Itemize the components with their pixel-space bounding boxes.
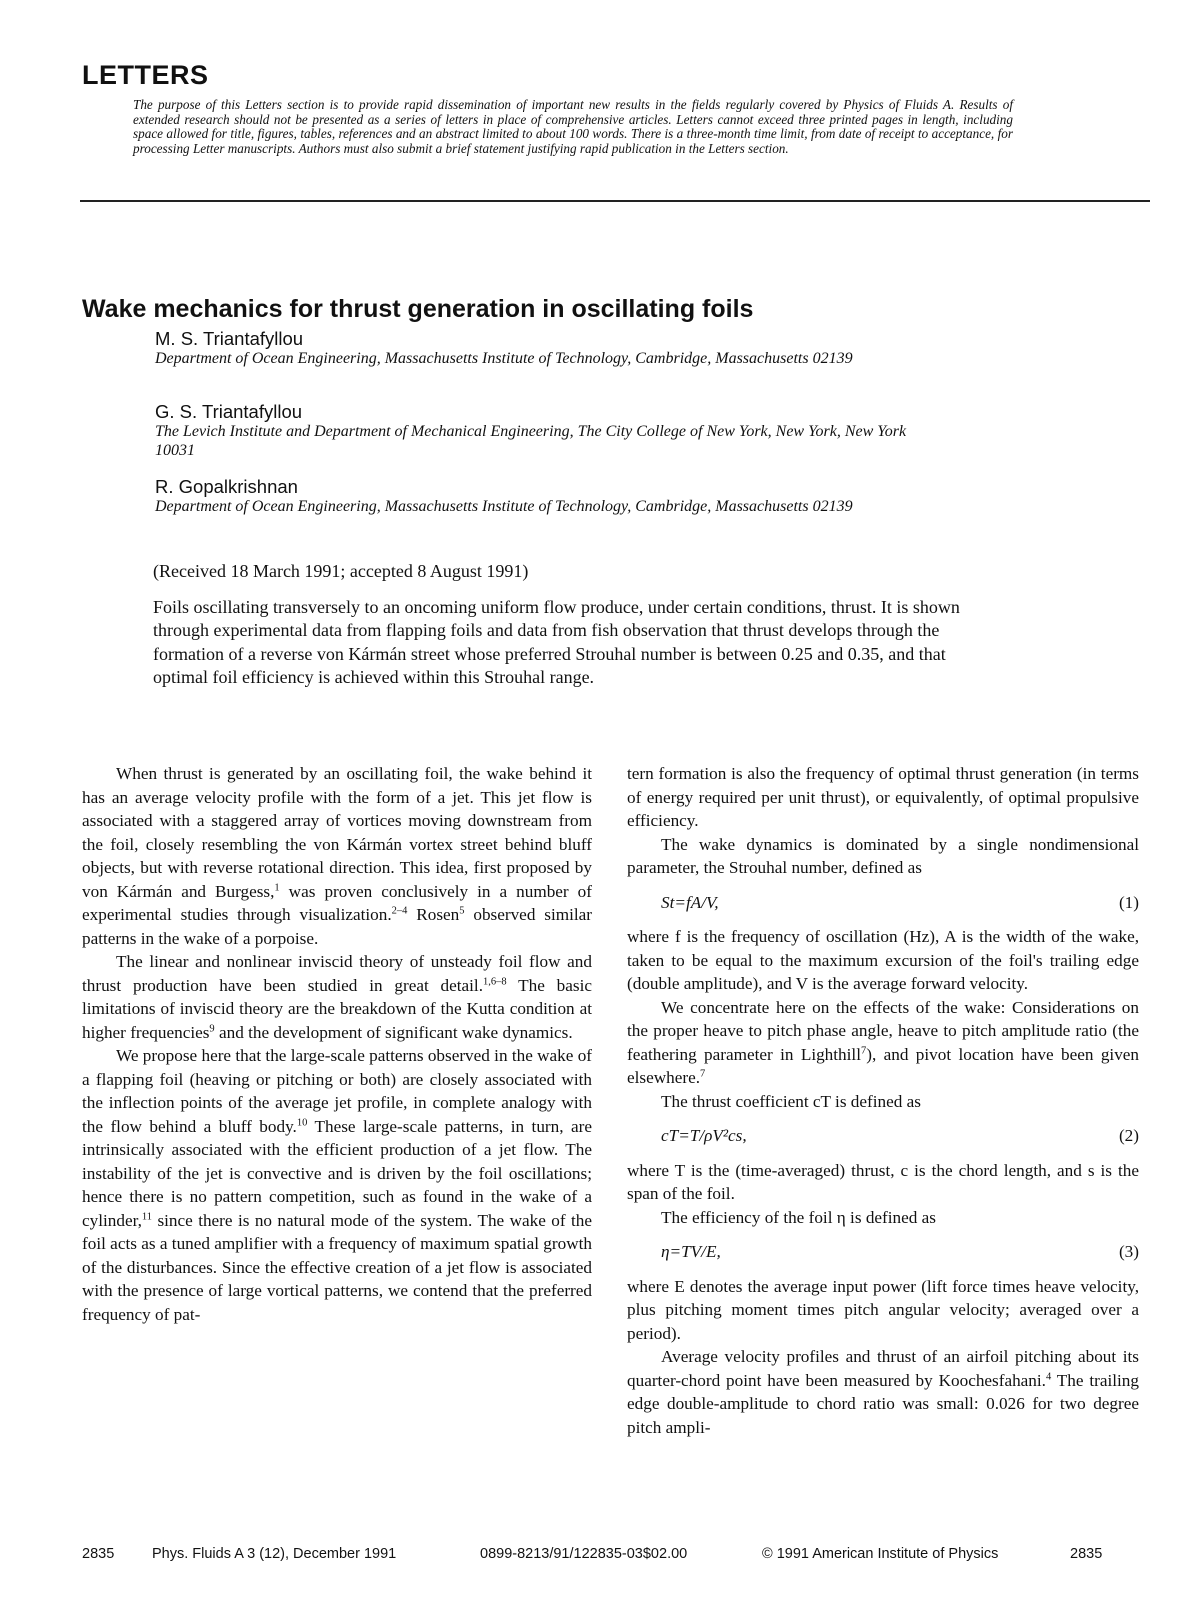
equation-text: η=TV/E, — [661, 1242, 721, 1261]
article-title: Wake mechanics for thrust generation in oscillating foils — [82, 295, 754, 323]
equation-number: (3) — [1118, 1242, 1139, 1261]
paragraph: where E denotes the average input power (lift force times heave velocity, plus pitching moment times pitch angular velocity; averaged over a period). — [627, 1276, 1139, 1343]
paragraph: The wake dynamics is dominated by a single nondimensional parameter, the Strouhal number, defined as — [627, 834, 1139, 877]
section-title: LETTERS — [82, 60, 209, 90]
reference-mark: 11 — [141, 1210, 153, 1222]
equation-3 — [627, 1240, 1139, 1264]
divider-rule — [80, 200, 1150, 202]
received-dates: (Received 18 March 1991; accepted 8 August 1991) — [153, 561, 529, 581]
reference-mark: 7 — [700, 1068, 706, 1080]
paragraph: The efficiency of the foil η is defined as — [661, 1207, 936, 1227]
author-name: M. S. Triantafyllou — [155, 328, 304, 349]
author-name: G. S. Triantafyllou — [155, 401, 303, 422]
article-code: 0899-8213/91/122835-03$02.00 — [480, 1546, 688, 1562]
author-block — [155, 401, 955, 460]
reference-mark: 7 — [860, 1044, 867, 1056]
author-name: R. Gopalkrishnan — [155, 476, 298, 497]
reference-mark: 4 — [1045, 1370, 1052, 1382]
reference-mark: 9 — [209, 1022, 215, 1034]
abstract: Foils oscillating transversely to an oncoming uniform flow produce, under certain conditions, thrust. It is shown through experimental data from flapping foils and data from fish observation that thrust develops through the formation of a reverse von Kármán street whose preferred Strouhal number is between 0.25 and 0.35, and that optimal foil efficiency is achieved within this Strouhal range. — [153, 597, 960, 688]
paragraph: When thrust is generated by an oscillating foil, the wake behind it has an average velocity profile with the form of a jet. This jet flow is associated with a staggered array of vortices moving downstream from the foil, closely resembling the von Kármán vortex street behind bluff objects, but with reverse rotational direction. This idea, first proposed by von Kármán and Burgess,$^1$ was proven conclusively in a number of experimental studies through visualization.$^{2-4}$ Rosen$^5$ observed similar patterns in the wake of a porpoise. — [82, 764, 593, 948]
reference-mark: 10 — [296, 1116, 308, 1128]
page-footer — [82, 1546, 1152, 1568]
left-column — [82, 762, 592, 1326]
right-column — [627, 762, 1139, 1439]
paragraph: where T is the (time-averaged) thrust, c is the chord length, and s is the span of the foil. — [627, 1160, 1139, 1203]
author-affiliation: The Levich Institute and Department of Mechanical Engineering, The City College of New York, New York, New York 10031 — [155, 423, 907, 459]
equation-1 — [627, 891, 1139, 915]
reference-mark: 1 — [274, 881, 280, 893]
equation-number: (1) — [1118, 892, 1139, 912]
author-affiliation: Department of Ocean Engineering, Massachusetts Institute of Technology, Cambridge, Massachusetts 02139 — [155, 350, 853, 367]
paragraph: tern formation is also the frequency of optimal thrust generation (in terms of energy required per unit thrust), or equivalently, of optimal propulsive efficiency. — [627, 764, 1139, 830]
equation-text: St=fA/V, — [661, 892, 719, 912]
equation-text: cT=T/ρV²cs, — [661, 1126, 747, 1145]
reference-mark: 1,6–8 — [483, 975, 507, 987]
paragraph: We concentrate here on the effects of the wake: Considerations on the proper heave to pitch phase angle, heave to pitch amplitude ratio (the feathering parameter in Lighthill$^7$), and pivot location have been given elsewhere.$^7$ — [627, 997, 1140, 1087]
page-number-left: 2835 — [82, 1546, 115, 1562]
reference-mark: 2–4 — [391, 905, 408, 917]
equation-2 — [627, 1124, 1139, 1148]
page-number-right: 2835 — [1070, 1546, 1103, 1562]
section-intro: The purpose of this Letters section is to provide rapid dissemination of important new results in the fields regularly covered by Physics of Fluids A. Results of extended research should not be presented as a series of letters in place of comprehensive articles. Letters cannot exceed three printed pages in length, including space allowed for title, figures, tables, references and an abstract limited to about 100 words. There is a three-month time limit, from date of receipt to acceptance, for processing Letter manuscripts. Authors must also submit a brief statement justifying rapid publication in the Letters section. — [133, 97, 1013, 156]
journal-citation: Phys. Fluids A 3 (12), December 1991 — [152, 1546, 397, 1562]
author-block — [155, 476, 955, 517]
copyright: © 1991 American Institute of Physics — [762, 1546, 999, 1562]
author-block — [155, 328, 955, 369]
reference-mark: 5 — [459, 905, 465, 917]
author-affiliation: Department of Ocean Engineering, Massachusetts Institute of Technology, Cambridge, Massachusetts 02139 — [155, 498, 853, 515]
paragraph: The thrust coefficient cT is defined as — [661, 1091, 921, 1111]
paragraph: where f is the frequency of oscillation (Hz), A is the width of the wake, taken to be equal to the maximum excursion of the foil's trailing edge (double amplitude), and V is the average forward velocity. — [627, 927, 1139, 993]
paragraph: We propose here that the large-scale patterns observed in the wake of a flapping foil (heaving or pitching or both) are closely associated with the inflection points of the average jet profile, in complete analogy with the flow behind a bluff body.$^{10}$ These large-scale patterns, in turn, are intrinsically associated with the efficient production of a jet flow. The instability of the jet is convective and is driven by the foil oscillations; hence there is no pattern competition, such as found in the wake of a cylinder,$^{11}$ since there is no natural mode of the system. The wake of the foil acts as a tuned amplifier with a frequency of maximum spatial growth of the disturbances. Since the effective creation of a jet flow is associated with the presence of large vortical patterns, we contend that the preferred frequency of pat- — [82, 1046, 593, 1324]
paragraph: Average velocity profiles and thrust of an airfoil pitching about its quarter-chord point have been measured by Koochesfahani.$^4$ The trailing edge double-amplitude to chord ratio was small: 0.026 for two degree pitch ampli- — [627, 1347, 1139, 1437]
paragraph: The linear and nonlinear inviscid theory of unsteady foil flow and thrust production have been studied in great detail.$^{1,6-8}$ The basic limitations of inviscid theory are the breakdown of the Kutta condition at higher frequencies$^9$ and the development of significant wake dynamics. — [82, 952, 592, 1042]
equation-number: (2) — [1118, 1126, 1139, 1145]
